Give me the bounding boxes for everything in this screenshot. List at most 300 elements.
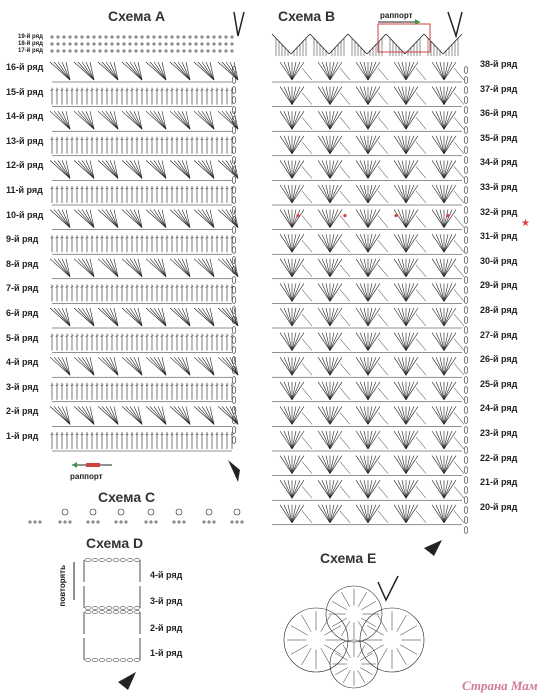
chain-arc-line: [416, 388, 426, 400]
chain-loop-symbol: [232, 227, 236, 234]
fan-stitch-symbol: [126, 406, 142, 424]
schema-b-row-label: 35-й ряд: [480, 132, 518, 143]
chain-arc-line: [416, 486, 426, 498]
fan-stitch-symbol: [360, 234, 368, 252]
watermark-logo: Страна Мам: [462, 678, 538, 693]
fan-stitch-symbol: [360, 210, 368, 228]
fan-stitch-symbol: [444, 210, 452, 228]
fan-stitch-symbol: [368, 382, 376, 400]
fan-stitch-symbol: [150, 111, 166, 129]
fan-stitch-symbol: [368, 308, 376, 326]
fan-stitch-symbol: [126, 357, 142, 375]
schema-b-row-label: 36-й ряд: [480, 108, 518, 119]
radial-stitch-symbol: [343, 645, 350, 657]
chain-loop-symbol: [232, 197, 236, 204]
chain-arc-line: [340, 216, 350, 228]
fan-stitch-symbol: [292, 505, 300, 523]
radial-stitch-symbol: [378, 648, 388, 665]
chain-arc-line: [454, 462, 464, 474]
schema-b-title: Схема В: [278, 8, 336, 24]
fan-stitch-symbol: [322, 111, 330, 129]
chain-loop-symbol: [92, 559, 98, 562]
chain-arc-line: [378, 240, 388, 252]
chain-loop-symbol: [232, 77, 236, 84]
fan-stitch-symbol: [292, 111, 300, 129]
fan-stitch-symbol: [284, 87, 292, 105]
chain-arc-line: [416, 240, 426, 252]
chain-arc-line: [416, 191, 426, 203]
fan-stitch-symbol: [398, 283, 406, 301]
fan-stitch-symbol: [102, 62, 118, 80]
fan-stitch-symbol: [150, 357, 166, 375]
fan-stitch-symbol: [398, 259, 406, 277]
chain-arc-line: [454, 240, 464, 252]
chain-loop-symbol: [464, 347, 468, 354]
fan-stitch-symbol: [330, 431, 338, 449]
chain-loop-symbol: [464, 217, 468, 224]
fan-stitch-symbol: [102, 210, 118, 228]
fan-stitch-symbol: [62, 160, 70, 178]
fan-stitch-symbol: [436, 259, 444, 277]
radial-stitch-symbol: [341, 592, 349, 607]
chain-arc-line: [416, 339, 426, 351]
chain-arc-line: [416, 117, 426, 129]
chain-arc-line: [454, 93, 464, 105]
schema-a-row-label: 5-й ряд: [6, 332, 39, 343]
fan-stitch-symbol: [54, 406, 70, 424]
fan-stitch-symbol: [436, 234, 444, 252]
schema-a-row-label: 2-й ряд: [6, 406, 39, 417]
fan-stitch-symbol: [436, 160, 444, 178]
fan-stitch-symbol: [406, 382, 414, 400]
fan-stitch-symbol: [406, 111, 414, 129]
radial-stitch-symbol: [321, 648, 331, 665]
fan-stitch-symbol: [86, 308, 94, 326]
fan-stitch-symbol: [230, 62, 238, 80]
chain-arc-line: [340, 412, 350, 424]
fan-stitch-symbol: [436, 357, 444, 375]
start-arrow-icon: [118, 672, 136, 690]
schema-d-row-4-label: 4-й ряд: [150, 570, 183, 580]
radial-stitch-symbol: [400, 626, 417, 636]
chain-arc-line: [302, 437, 312, 449]
fan-stitch-symbol: [436, 480, 444, 498]
fan-stitch-symbol: [150, 406, 166, 424]
fan-stitch-symbol: [102, 111, 118, 129]
fan-stitch-symbol: [406, 62, 414, 80]
chain-loop-symbol: [113, 559, 119, 562]
schema-a-row-label: 1-й ряд: [6, 431, 39, 441]
schema-d-row-2-label: 2-й ряд: [150, 623, 183, 633]
fan-stitch-symbol: [182, 111, 190, 129]
chain-loop-symbol: [464, 527, 468, 534]
chain-loop-symbol: [464, 137, 468, 144]
fan-stitch-symbol: [398, 456, 406, 474]
chain-loop-symbol: [134, 559, 140, 562]
fan-stitch-symbol: [284, 333, 292, 351]
chain-loop-symbol: [464, 357, 468, 364]
chain-arc-line: [340, 388, 350, 400]
chain-loop-symbol: [134, 659, 140, 662]
fan-stitch-symbol: [110, 259, 118, 277]
fan-stitch-symbol: [406, 259, 414, 277]
fan-stitch-symbol: [292, 480, 300, 498]
fan-stitch-symbol: [284, 62, 292, 80]
fan-stitch-symbol: [330, 259, 338, 277]
fan-stitch-symbol: [86, 111, 94, 129]
fan-stitch-symbol: [368, 505, 376, 523]
fan-stitch-symbol: [436, 210, 444, 228]
fan-stitch-symbol: [174, 308, 190, 326]
fan-stitch-symbol: [292, 333, 300, 351]
chain-arc-line: [378, 166, 388, 178]
fan-stitch-symbol: [406, 234, 414, 252]
chain-arc-line: [340, 68, 350, 80]
fan-stitch-symbol: [330, 382, 338, 400]
chain-loop-symbol: [113, 611, 119, 614]
fan-stitch-symbol: [62, 406, 70, 424]
fan-stitch-symbol: [110, 160, 118, 178]
chain-arc-line: [454, 486, 464, 498]
direction-arrow-icon: [378, 576, 398, 600]
fan-stitch-symbol: [182, 308, 190, 326]
chain-loop-symbol: [464, 277, 468, 284]
radial-stitch-symbol: [321, 615, 331, 632]
fan-stitch-symbol: [330, 333, 338, 351]
fan-stitch-symbol: [322, 382, 330, 400]
chain-loop-symbol: [464, 247, 468, 254]
row-32-marker: [296, 214, 299, 217]
fan-stitch-symbol: [406, 333, 414, 351]
fan-stitch-symbol: [78, 62, 94, 80]
fan-stitch-symbol: [198, 210, 214, 228]
fan-stitch-symbol: [360, 357, 368, 375]
fan-stitch-symbol: [206, 259, 214, 277]
chain-arc-line: [302, 142, 312, 154]
chain-loop-symbol: [464, 97, 468, 104]
chain-loop-symbol: [92, 607, 98, 610]
fan-stitch-symbol: [292, 283, 300, 301]
fan-stitch-symbol: [368, 259, 376, 277]
picot-loop-symbol: [62, 509, 68, 515]
schema-b-row-label: 26-й ряд: [480, 354, 518, 365]
fan-stitch-symbol: [322, 357, 330, 375]
fan-stitch-symbol: [360, 456, 368, 474]
fan-stitch-symbol: [436, 62, 444, 80]
fan-stitch-symbol: [322, 333, 330, 351]
fan-stitch-symbol: [360, 382, 368, 400]
chain-arc-line: [454, 191, 464, 203]
radial-stitch-symbol: [400, 645, 417, 655]
radial-stitch-symbol: [302, 648, 312, 665]
chain-loop-symbol: [232, 237, 236, 244]
fan-stitch-symbol: [436, 406, 444, 424]
fan-stitch-symbol: [292, 357, 300, 375]
fan-stitch-symbol: [158, 259, 166, 277]
chain-loop-symbol: [464, 447, 468, 454]
fan-stitch-symbol: [436, 382, 444, 400]
fan-stitch-symbol: [78, 259, 94, 277]
chain-arc-line: [378, 142, 388, 154]
fan-stitch-symbol: [182, 160, 190, 178]
chain-loop-symbol: [232, 277, 236, 284]
fan-stitch-symbol: [174, 406, 190, 424]
chain-loop-symbol: [232, 247, 236, 254]
fan-stitch-symbol: [360, 283, 368, 301]
chain-loop-symbol: [464, 197, 468, 204]
chain-loop-symbol: [120, 559, 126, 562]
fan-stitch-symbol: [444, 480, 452, 498]
chain-arc-line: [302, 511, 312, 523]
chain-arc-line: [416, 93, 426, 105]
chain-loop-symbol: [464, 487, 468, 494]
chain-loop-symbol: [134, 607, 140, 610]
chain-arc-line: [416, 437, 426, 449]
fan-stitch-symbol: [150, 259, 166, 277]
chain-arc-line: [378, 462, 388, 474]
chain-loop-symbol: [232, 337, 236, 344]
chain-arc-line: [454, 68, 464, 80]
fan-stitch-symbol: [292, 210, 300, 228]
schema-a-row-label: 11-й ряд: [6, 185, 43, 195]
fan-stitch-symbol: [206, 406, 214, 424]
fan-stitch-symbol: [284, 259, 292, 277]
chain-arc-line: [302, 363, 312, 375]
fan-stitch-symbol: [134, 160, 142, 178]
chain-arc-line: [340, 511, 350, 523]
schema-b-rapport-label: раппорт: [380, 11, 413, 20]
chain-arc-line: [302, 462, 312, 474]
schema-b-row-label: 20-й ряд: [480, 501, 518, 512]
fan-stitch-symbol: [284, 160, 292, 178]
fan-stitch-symbol: [330, 505, 338, 523]
chain-loop-symbol: [232, 307, 236, 314]
chain-loop-symbol: [232, 387, 236, 394]
chain-loop-symbol: [232, 157, 236, 164]
chain-arc-line: [378, 412, 388, 424]
chain-loop-symbol: [99, 611, 105, 614]
chain-arc-line: [302, 216, 312, 228]
fan-stitch-symbol: [86, 160, 94, 178]
chain-arc-line: [302, 314, 312, 326]
chain-arc-line: [340, 486, 350, 498]
fan-stitch-symbol: [322, 185, 330, 203]
fan-stitch-symbol: [360, 111, 368, 129]
fan-stitch-symbol: [444, 406, 452, 424]
chain-loop-symbol: [464, 307, 468, 314]
chain-arc-line: [302, 68, 312, 80]
fan-stitch-symbol: [398, 160, 406, 178]
fan-stitch-symbol: [230, 259, 238, 277]
fan-stitch-symbol: [86, 210, 94, 228]
fan-stitch-symbol: [284, 234, 292, 252]
fan-stitch-symbol: [444, 259, 452, 277]
chain-loop-symbol: [464, 77, 468, 84]
fan-stitch-symbol: [322, 210, 330, 228]
fan-stitch-symbol: [322, 480, 330, 498]
chain-loop-symbol: [464, 327, 468, 334]
chain-arc-line: [378, 289, 388, 301]
fan-stitch-symbol: [444, 234, 452, 252]
fan-stitch-symbol: [444, 185, 452, 203]
chain-arc-line: [302, 240, 312, 252]
fan-stitch-symbol: [322, 87, 330, 105]
schema-d-title: Схема D: [86, 535, 144, 551]
fan-stitch-symbol: [398, 62, 406, 80]
chain-loop-symbol: [232, 287, 236, 294]
fan-stitch-symbol: [436, 87, 444, 105]
fan-stitch-symbol: [292, 62, 300, 80]
chain-loop-symbol: [120, 611, 126, 614]
fan-stitch-symbol: [330, 210, 338, 228]
schema-a-row-label: 9-й ряд: [6, 234, 39, 245]
fan-stitch-symbol: [150, 160, 166, 178]
chain-arc-line: [416, 511, 426, 523]
fan-stitch-symbol: [174, 111, 190, 129]
chain-loop-symbol: [85, 559, 91, 562]
fan-stitch-symbol: [54, 259, 70, 277]
chain-arc-line: [416, 265, 426, 277]
fan-stitch-symbol: [86, 406, 94, 424]
fan-stitch-symbol: [78, 308, 94, 326]
fan-stitch-symbol: [444, 160, 452, 178]
chain-loop-symbol: [464, 257, 468, 264]
fan-stitch-symbol: [62, 308, 70, 326]
chain-loop-symbol: [464, 147, 468, 154]
fan-stitch-symbol: [62, 210, 70, 228]
fan-stitch-symbol: [174, 210, 190, 228]
schema-a-row-17-label: 17-й ряд: [18, 48, 43, 54]
picot-loop-symbol: [118, 509, 124, 515]
chain-arc-line: [340, 142, 350, 154]
fan-stitch-symbol: [360, 505, 368, 523]
chain-loop-symbol: [464, 167, 468, 174]
chain-loop-symbol: [232, 137, 236, 144]
fan-stitch-symbol: [206, 308, 214, 326]
fan-stitch-symbol: [444, 505, 452, 523]
chain-arc-line: [454, 339, 464, 351]
chain-loop-symbol: [464, 207, 468, 214]
start-arrow-icon: [424, 540, 442, 556]
fan-stitch-symbol: [436, 505, 444, 523]
fan-stitch-symbol: [206, 357, 214, 375]
fan-stitch-symbol: [110, 406, 118, 424]
chain-loop-symbol: [464, 107, 468, 114]
chain-loop-symbol: [464, 87, 468, 94]
fan-stitch-symbol: [110, 308, 118, 326]
chain-arc-line: [416, 412, 426, 424]
fan-stitch-symbol: [360, 406, 368, 424]
chain-loop-symbol: [232, 187, 236, 194]
fan-stitch-symbol: [368, 234, 376, 252]
schema-c-title: Схема С: [98, 489, 156, 505]
chain-arc-line: [416, 68, 426, 80]
fan-stitch-symbol: [444, 431, 452, 449]
chain-arc-line: [340, 265, 350, 277]
picot-loop-symbol: [90, 509, 96, 515]
fan-stitch-symbol: [284, 357, 292, 375]
chain-loop-symbol: [106, 607, 112, 610]
schema-b-row-label: 28-й ряд: [480, 305, 518, 315]
fan-stitch-symbol: [292, 406, 300, 424]
fan-stitch-symbol: [110, 357, 118, 375]
fan-stitch-symbol: [444, 111, 452, 129]
fan-stitch-symbol: [284, 185, 292, 203]
chain-arc-line: [454, 142, 464, 154]
fan-stitch-symbol: [158, 308, 166, 326]
chain-loop-symbol: [106, 559, 112, 562]
fan-stitch-symbol: [182, 259, 190, 277]
fan-stitch-symbol: [292, 382, 300, 400]
fan-stitch-symbol: [330, 357, 338, 375]
chain-arc-line: [340, 437, 350, 449]
chain-arc-line: [340, 93, 350, 105]
chain-loop-symbol: [232, 437, 236, 444]
fan-stitch-symbol: [284, 136, 292, 154]
fan-stitch-symbol: [62, 62, 70, 80]
schema-b-row-label: 33-й ряд: [480, 182, 518, 192]
fan-stitch-symbol: [182, 406, 190, 424]
chain-loop-symbol: [99, 659, 105, 662]
fan-stitch-symbol: [158, 160, 166, 178]
chain-loop-symbol: [464, 427, 468, 434]
fan-stitch-symbol: [134, 111, 142, 129]
chain-arc-line: [378, 191, 388, 203]
fan-stitch-symbol: [198, 308, 214, 326]
fan-stitch-symbol: [444, 357, 452, 375]
chain-loop-symbol: [127, 659, 133, 662]
fan-stitch-symbol: [322, 308, 330, 326]
fan-stitch-symbol: [368, 87, 376, 105]
schema-a-title: Схема А: [108, 8, 166, 24]
chain-loop-symbol: [464, 367, 468, 374]
chain-loop-symbol: [232, 147, 236, 154]
fan-stitch-symbol: [62, 259, 70, 277]
chain-loop-symbol: [464, 157, 468, 164]
chain-loop-symbol: [464, 457, 468, 464]
fan-stitch-symbol: [360, 333, 368, 351]
radial-stitch-symbol: [397, 648, 407, 665]
chain-loop-symbol: [120, 607, 126, 610]
fan-stitch-symbol: [406, 210, 414, 228]
chain-loop-symbol: [127, 607, 133, 610]
chain-loop-symbol: [464, 507, 468, 514]
radial-stitch-symbol: [341, 621, 349, 636]
fan-stitch-symbol: [360, 185, 368, 203]
chain-loop-symbol: [85, 659, 91, 662]
schema-a-row-label: 8-й ряд: [6, 258, 39, 269]
chain-arc-line: [340, 166, 350, 178]
chain-loop-symbol: [464, 297, 468, 304]
chain-arc-line: [302, 265, 312, 277]
chain-loop-symbol: [232, 127, 236, 134]
fan-stitch-symbol: [368, 136, 376, 154]
fan-stitch-symbol: [406, 456, 414, 474]
radial-stitch-symbol: [358, 645, 365, 657]
chain-arc-line: [454, 117, 464, 129]
chain-loop-symbol: [232, 67, 236, 74]
fan-stitch-symbol: [292, 456, 300, 474]
fan-stitch-symbol: [398, 431, 406, 449]
fan-stitch-symbol: [284, 505, 292, 523]
fan-stitch-symbol: [436, 185, 444, 203]
chain-arc-line: [454, 412, 464, 424]
chain-arc-line: [378, 437, 388, 449]
radial-stitch-symbol: [332, 601, 347, 609]
fan-stitch-symbol: [406, 185, 414, 203]
fan-stitch-symbol: [284, 456, 292, 474]
schema-b-row-label: 21-й ряд: [480, 477, 518, 488]
